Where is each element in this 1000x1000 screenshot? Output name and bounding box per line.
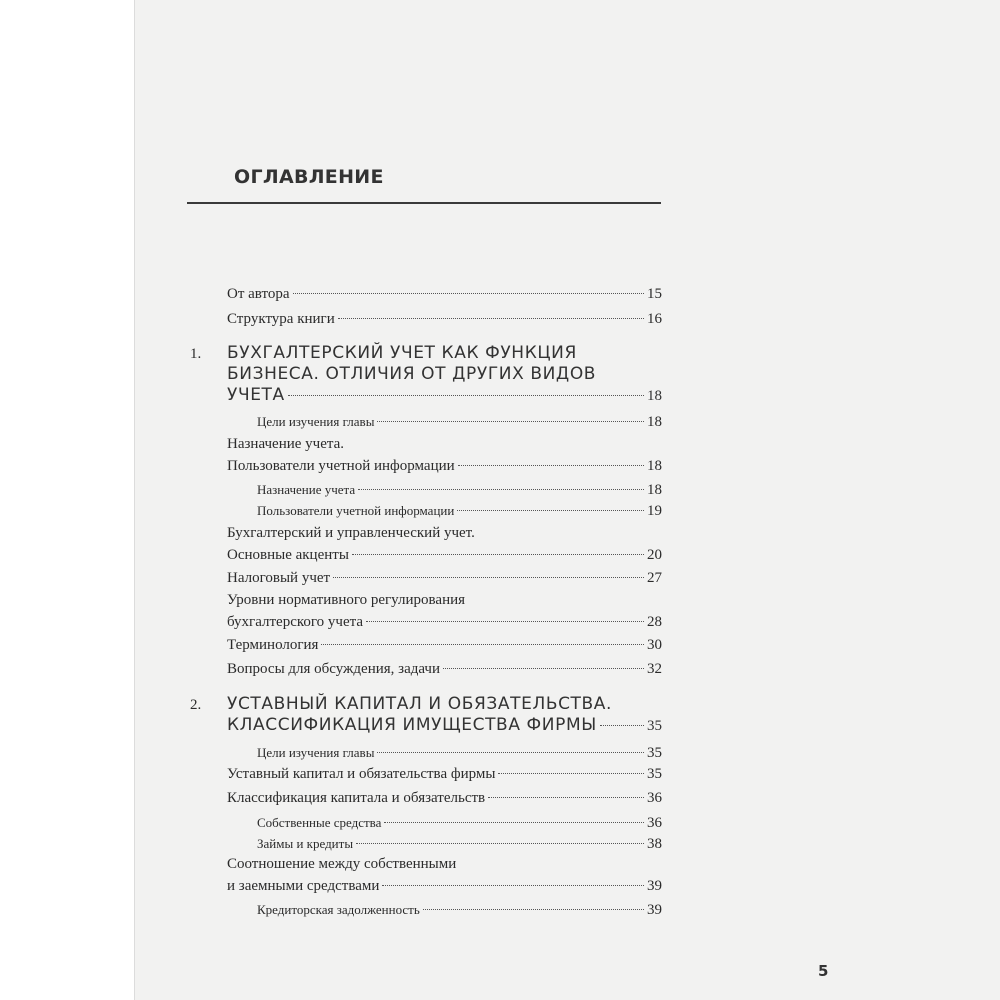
toc-entry-title: Основные акценты [227, 547, 349, 563]
toc-page-number: 18 [647, 458, 662, 474]
toc-entry-chapter-1[interactable] [227, 385, 662, 405]
chapter-number: 2. [190, 697, 202, 713]
toc-entry-title: Вопросы для обсуждения, задачи [227, 661, 441, 677]
toc-entry-loans[interactable] [257, 836, 662, 853]
toc-entry-title: Пользователи учетной информации [257, 503, 455, 518]
page-number: 5 [818, 962, 829, 980]
toc-entry-questions[interactable] [227, 661, 662, 678]
toc-page-number: 36 [647, 790, 662, 806]
chapter-number: 1. [190, 346, 202, 362]
toc-entry-title: Цели изучения главы [257, 414, 375, 429]
toc-entry-title: бухгалтерского учета [227, 614, 364, 630]
heading-divider [187, 202, 661, 204]
dot-leader [384, 822, 644, 823]
chapter-title-line: КЛАССИФИКАЦИЯ ИМУЩЕСТВА ФИРМЫ [227, 715, 597, 735]
dot-leader [377, 421, 644, 422]
dot-leader [293, 293, 644, 294]
toc-entry-creditor[interactable] [257, 902, 662, 919]
toc-page-number: 18 [647, 414, 662, 430]
toc-page-number: 20 [647, 547, 662, 563]
toc-entry-title: Кредиторская задолженность [257, 902, 420, 917]
toc-page-number: 35 [647, 766, 662, 782]
toc-page-number: 27 [647, 570, 662, 586]
toc-page-number: 30 [647, 637, 662, 653]
toc-page-number: 19 [647, 503, 662, 519]
toc-entry-own[interactable] [257, 815, 662, 832]
toc-entry-title: Уставный капитал и обязательства фирмы [227, 766, 496, 782]
toc-entry-ot-avtora[interactable] [227, 286, 662, 303]
dot-leader [458, 465, 644, 466]
toc-entry-ch2-goals[interactable] [257, 745, 662, 762]
toc-page-number: 28 [647, 614, 662, 630]
page-title: ОГЛАВЛЕНИЕ [234, 166, 384, 188]
toc-entry-tax[interactable] [227, 570, 662, 587]
toc-entry-title-line[interactable]: Соотношение между собственными [227, 856, 457, 872]
toc-page-number: 15 [647, 286, 662, 302]
chapter-title-line[interactable]: БУХГАЛТЕРСКИЙ УЧЕТ КАК ФУНКЦИЯ [227, 343, 577, 363]
toc-page-number: 39 [647, 878, 662, 894]
toc-page-number: 39 [647, 902, 662, 918]
toc-page-number: 38 [647, 836, 662, 852]
toc-entry-capital[interactable] [227, 766, 662, 783]
toc-page-number: 35 [647, 718, 662, 734]
toc-entry-ratio[interactable] [227, 878, 662, 895]
toc-entry-title: Структура книги [227, 311, 335, 327]
toc-page-number: 35 [647, 745, 662, 761]
dot-leader [600, 725, 644, 726]
toc-entry-purpose[interactable] [257, 482, 662, 499]
toc-entry-title: Назначение учета [257, 482, 356, 497]
dot-leader [457, 510, 644, 511]
toc-entry-users[interactable] [257, 503, 662, 520]
toc-entry-title-line[interactable]: Бухгалтерский и управленческий учет. [227, 525, 475, 541]
toc-entry-terms[interactable] [227, 637, 662, 654]
dot-leader [498, 773, 644, 774]
toc-page-number: 18 [647, 388, 662, 404]
toc-entry-levels[interactable] [227, 614, 662, 631]
toc-entry-title: Собственные средства [257, 815, 382, 830]
dot-leader [338, 318, 644, 319]
dot-leader [356, 843, 644, 844]
toc-entry-struktura[interactable] [227, 311, 662, 328]
chapter-title-line: УЧЕТА [227, 385, 285, 405]
dot-leader [423, 909, 644, 910]
toc-entry-acc-mgmt[interactable] [227, 547, 662, 564]
toc-entry-purpose-users[interactable] [227, 458, 662, 475]
dot-leader [288, 395, 644, 396]
dot-leader [333, 577, 644, 578]
dot-leader [358, 489, 644, 490]
dot-leader [382, 885, 644, 886]
toc-entry-title: Терминология [227, 637, 319, 653]
dot-leader [366, 621, 644, 622]
toc-entry-title: Пользователи учетной информации [227, 458, 455, 474]
toc-page-number: 32 [647, 661, 662, 677]
toc-entry-title: Классификация капитала и обязательств [227, 790, 486, 806]
toc-entry-title: Займы и кредиты [257, 836, 354, 851]
toc-entry-title-line[interactable]: Уровни нормативного регулирования [227, 592, 466, 608]
toc-entry-title: и заемными средствами [227, 878, 380, 894]
toc-entry-chapter-2[interactable] [227, 715, 662, 735]
dot-leader [377, 752, 644, 753]
dot-leader [488, 797, 644, 798]
toc-entry-title-line[interactable]: Назначение учета. [227, 436, 345, 452]
toc-entry-title: Налоговый учет [227, 570, 331, 586]
toc-entry-title: Цели изучения главы [257, 745, 375, 760]
toc-page-number: 36 [647, 815, 662, 831]
toc-page-number: 18 [647, 482, 662, 498]
toc-page-number: 16 [647, 311, 662, 327]
chapter-title-line[interactable]: БИЗНЕСА. ОТЛИЧИЯ ОТ ДРУГИХ ВИДОВ [227, 364, 597, 384]
dot-leader [321, 644, 644, 645]
chapter-title-line[interactable]: УСТАВНЫЙ КАПИТАЛ И ОБЯЗАТЕЛЬСТВА. [227, 694, 613, 714]
toc-entry-classification[interactable] [227, 790, 662, 807]
toc-entry-ch1-goals[interactable] [257, 414, 662, 431]
dot-leader [443, 668, 644, 669]
toc-entry-title: От автора [227, 286, 290, 302]
dot-leader [352, 554, 644, 555]
